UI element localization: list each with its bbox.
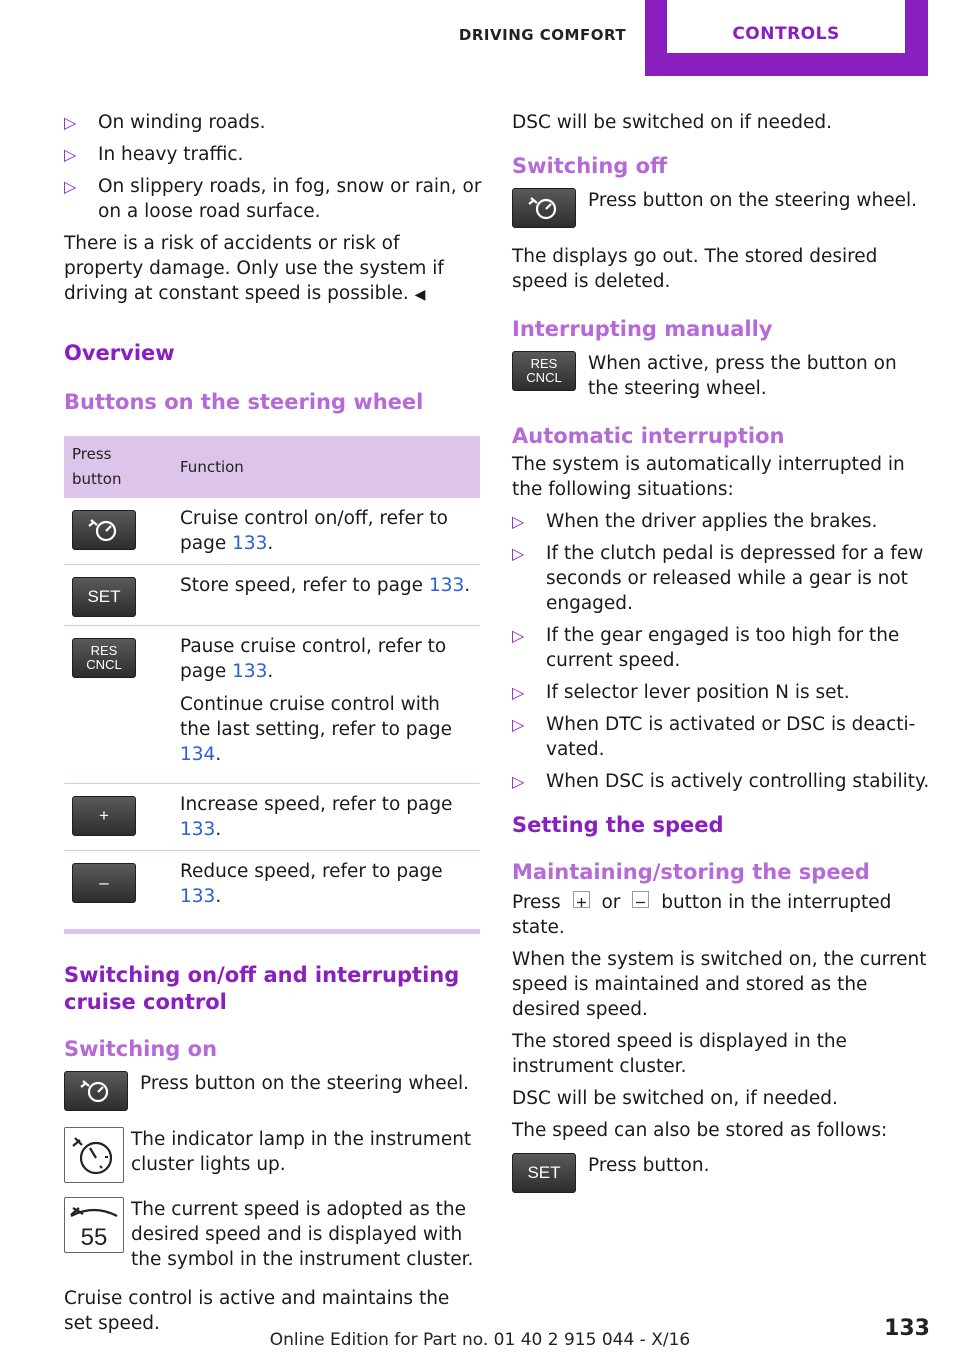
- list-item: ▷ On winding roads.: [64, 112, 266, 133]
- list-item: ▷ When DTC is activated or DSC is deactivated.: [512, 714, 916, 760]
- bullet-triangle-icon: ▷: [512, 626, 525, 645]
- indicator-lamp-row: The indicator lamp in the instrument cluster lights up.: [64, 1127, 482, 1183]
- bullet-triangle-icon: ▷: [512, 772, 525, 791]
- column-header-function: Function: [172, 436, 480, 498]
- table-row: Cruise control on/off, refer to page 133.: [64, 498, 480, 565]
- store-instruction: SET Press button.: [512, 1153, 930, 1197]
- risk-warning: There is a risk of accidents or risk of property damage. Only use the system if driving at constant speed is possible. ◀: [64, 233, 444, 304]
- page-reference-link[interactable]: 134: [180, 744, 216, 765]
- plus-button-icon: [573, 891, 590, 908]
- paragraph: The speed can also be stored as follows:: [512, 1120, 888, 1141]
- bullet-triangle-icon: ▷: [512, 544, 525, 563]
- right-column: [512, 110, 930, 1209]
- column-header-press: Press button: [64, 436, 172, 498]
- buttons-table: [64, 436, 480, 917]
- set-key: SET: [512, 1153, 576, 1193]
- set-key: SET: [72, 577, 136, 617]
- cruise-control-icon: [87, 517, 121, 543]
- minus-button-icon: [632, 891, 649, 908]
- table-row: RES CNCL Pause cruise control, refer to page 133. Continue cruise control with the last setting, refer to page 134.: [64, 626, 480, 784]
- auto-interruption-list: [512, 509, 930, 794]
- list-item: ▷ If selector lever position N is set.: [512, 682, 850, 703]
- auto-interruption-heading: Automatic interruption: [512, 424, 785, 448]
- cruise-indicator-lamp-icon: [64, 1127, 124, 1183]
- page-reference-link[interactable]: 133: [428, 575, 465, 596]
- cruise-control-key: [512, 188, 576, 228]
- switching-on-instruction: Press button on the steering wheel.: [64, 1071, 482, 1115]
- risk-conditions-list: [64, 110, 482, 224]
- cruise-control-icon: [79, 1078, 113, 1104]
- cruise-control-key: [72, 510, 136, 550]
- table-row: – Reduce speed, refer to page 133.: [64, 851, 480, 918]
- paragraph: When the system is switched on, the current speed is maintained and stored as the desired speed.: [512, 949, 927, 1020]
- list-item: ▷ When the driver applies the brakes.: [512, 511, 878, 532]
- paragraph: The stored speed is displayed in the instrument cluster.: [512, 1031, 847, 1077]
- chapter-tab: [645, 0, 928, 76]
- table-header-row: [64, 436, 480, 498]
- res-cncl-key: RES CNCL: [512, 351, 576, 391]
- end-of-warning-icon: ◀: [414, 287, 426, 303]
- plus-key: +: [72, 796, 136, 836]
- dsc-text: DSC will be switched on if needed.: [512, 112, 832, 133]
- left-column: [64, 110, 482, 1343]
- table-row: + Increase speed, refer to page 133.: [64, 784, 480, 851]
- list-item: ▷ On slippery roads, in fog, snow or rain, or on a loose road surface.: [64, 176, 482, 222]
- page-reference-link[interactable]: 133: [180, 819, 216, 840]
- speed-display-icon: [64, 1197, 124, 1253]
- list-item: ▷ When DSC is actively controlling stability.: [512, 771, 930, 792]
- paragraph: DSC will be switched on, if needed.: [512, 1088, 838, 1109]
- setting-speed-heading: Setting the speed: [512, 813, 724, 837]
- table-row: SET Store speed, refer to page 133.: [64, 565, 480, 626]
- buttons-heading: Buttons on the steering wheel: [64, 390, 424, 414]
- switching-off-instruction: Press button on the steering wheel.: [512, 188, 930, 232]
- auto-interruption-text: The system is automatically interrupted in the following situations:: [512, 454, 905, 500]
- switching-heading: Switching on/off and interrupting cruise control: [64, 963, 460, 1014]
- bullet-triangle-icon: ▷: [512, 683, 525, 702]
- bullet-triangle-icon: ▷: [64, 113, 77, 132]
- switching-on-heading: Switching on: [64, 1037, 218, 1061]
- bullet-triangle-icon: ▷: [64, 177, 77, 196]
- list-item: ▷ In heavy traffic.: [64, 144, 244, 165]
- press-instruction: Press or button in the interrupted state.: [512, 892, 892, 938]
- cruise-control-icon: [527, 195, 561, 221]
- bullet-triangle-icon: ▷: [64, 145, 77, 164]
- bullet-triangle-icon: ▷: [512, 715, 525, 734]
- overview-heading: Overview: [64, 341, 175, 365]
- active-text: Cruise control is active and maintains the set speed.: [64, 1288, 450, 1334]
- page-reference-link[interactable]: 133: [232, 661, 268, 682]
- page-reference-link[interactable]: 133: [180, 886, 216, 907]
- page-reference-link[interactable]: 133: [232, 533, 268, 554]
- interrupting-instruction: RES CNCL When active, press the button on the steering wheel.: [512, 351, 930, 401]
- page-number: 133: [884, 1316, 930, 1341]
- interrupting-heading: Interrupting manually: [512, 317, 773, 341]
- maintaining-heading: Maintaining/storing the speed: [512, 860, 870, 884]
- minus-key: –: [72, 863, 136, 903]
- list-item: ▷ If the clutch pedal is depressed for a few seconds or released while a gear is not engaged.: [512, 543, 924, 614]
- switching-off-heading: Switching off: [512, 154, 668, 178]
- cruise-control-key: [64, 1071, 128, 1111]
- running-header-section: DRIVING COMFORT: [458, 26, 627, 44]
- edition-footer: Online Edition for Part no. 01 40 2 915 044 - X/16: [269, 1330, 691, 1350]
- speed-symbol-row: 55 The current speed is adopted as the desired speed and is displayed with the symbol in the instrument cluster.: [64, 1197, 482, 1272]
- displays-text: The displays go out. The stored desired speed is deleted.: [512, 246, 878, 292]
- speed-display-value: 55: [80, 1224, 108, 1251]
- chapter-tab-label: CONTROLS: [667, 0, 905, 53]
- bullet-triangle-icon: ▷: [512, 512, 525, 531]
- res-cncl-key: RES CNCL: [72, 638, 136, 678]
- list-item: ▷ If the gear engaged is too high for the current speed.: [512, 625, 900, 671]
- table-bottom-rule: [64, 929, 480, 934]
